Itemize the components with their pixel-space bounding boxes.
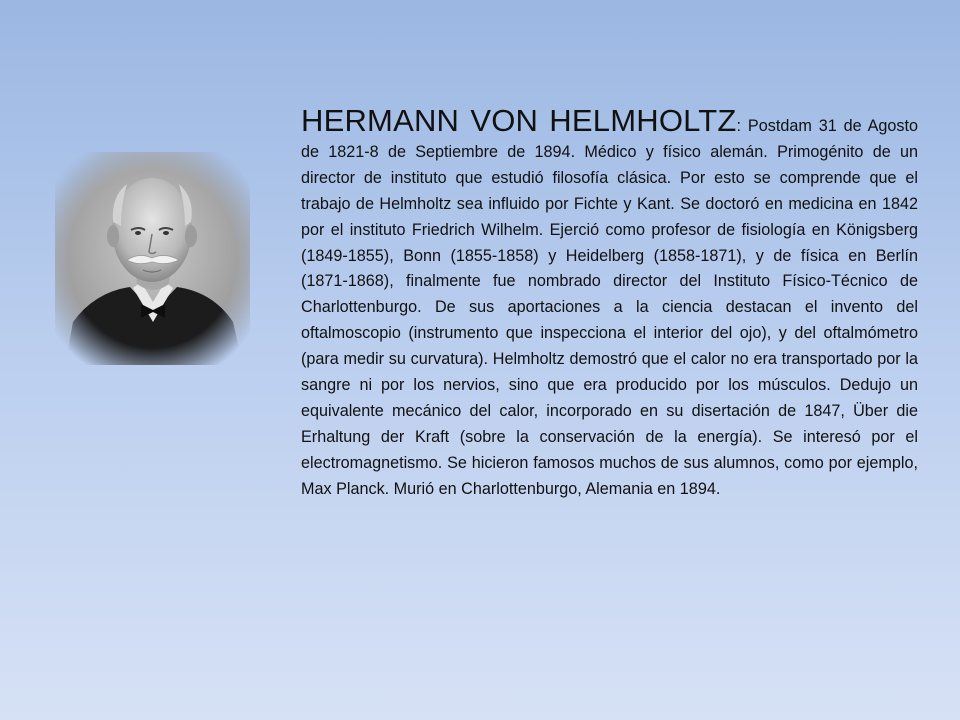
biography-body: : Postdam 31 de Agosto de 1821-8 de Septiembre de 1894. Médico y físico alemán. Primogénito de un director de instituto que estudió filosofía clásica. Por esto se comprende que el trabajo de Helmholtz sea influido por Fichte y Kant. Se doctoró en medicina en 1842 por el instituto Friedrich Wilhelm. Ejerció como profesor de fisiología en Königsberg (1849-1855), Bonn (1855-1858) y Heidelberg (1858-1871), y de física en Berlín (1871-1868), finalmente fue nombrado director del Instituto Físico-Técnico de Charlottenburgo. De sus aportaciones a la ciencia destacan el invento del oftalmoscopio (instrumento que inspecciona el interior del ojo), y del oftalmómetro (para medir su curvatura). Helmholtz demostró que el calor no era transportado por la sangre ni por los nervios, sino que era producido por los músculos. Dedujo un equivalente mecánico del calor, incorporado en su disertación de 1847, Über die Erhaltung der Kraft (sobre la conservación de la energía). Se interesó por el electromagnetismo. Se hicieron famosos muchos de sus alumnos, como por ejemplo, Max Planck. Murió en Charlottenburgo, Alemania en 1894. xyxy=(301,117,918,498)
slide-title: HERMANN VON HELMHOLTZ xyxy=(301,103,737,138)
biography-text xyxy=(301,103,918,503)
portrait-photo xyxy=(55,152,250,365)
